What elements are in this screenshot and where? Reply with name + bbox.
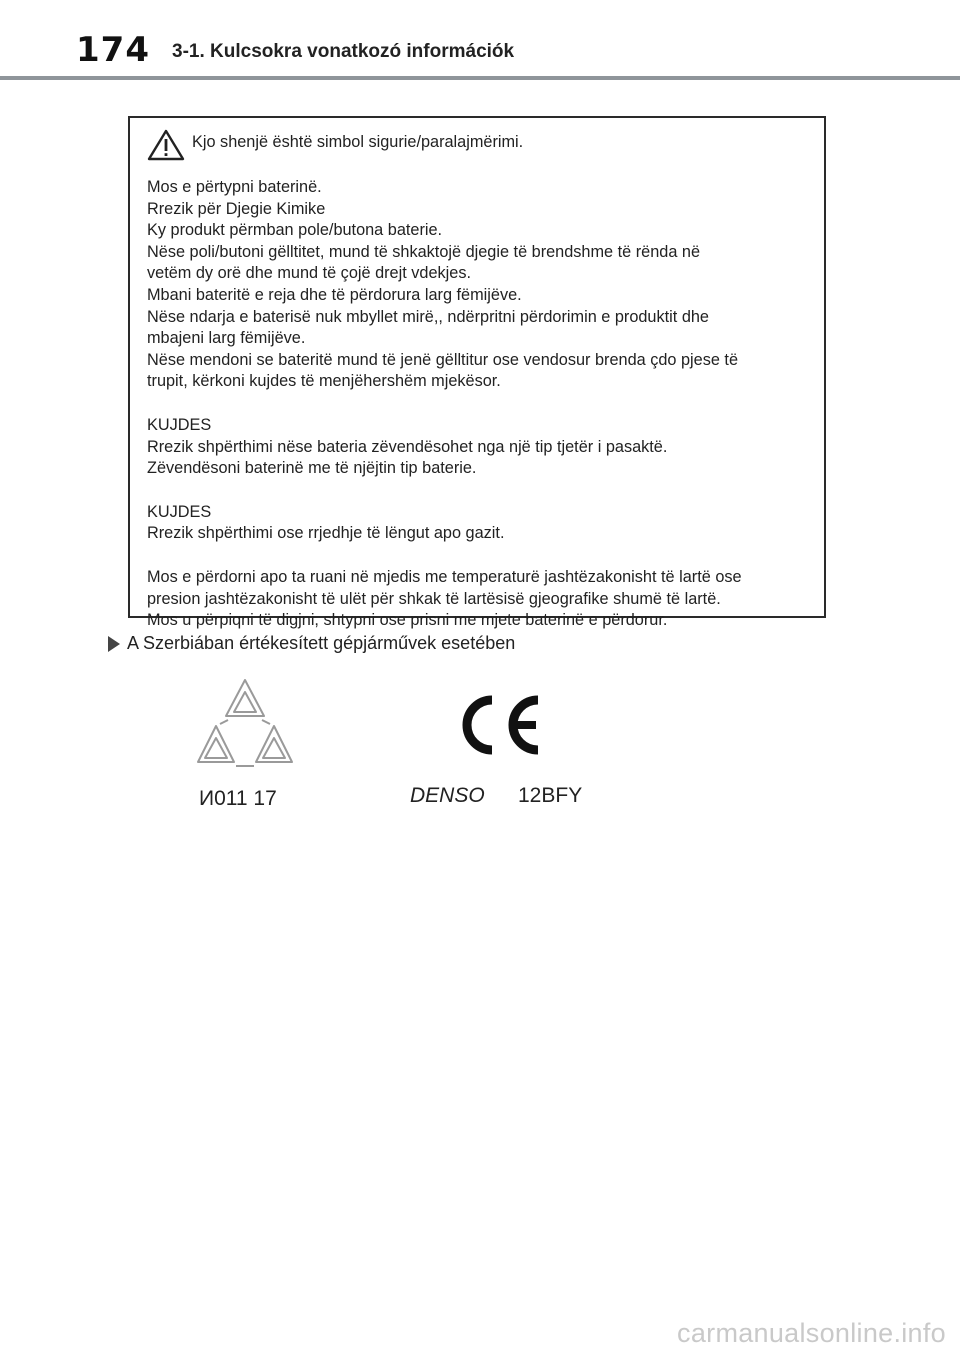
manufacturer-name: DENSO [410,784,485,807]
warning-line: Mos u përpiqni të digjni, shtypni ose prisni me mjete baterinë e përdorur. [147,611,668,630]
serbia-section-label [108,633,515,654]
header-divider [0,76,960,80]
warning-line: Ky produkt përmban pole/butona baterie. [147,221,443,240]
warning-line: Rrezik shpërthimi nëse bateria zëvendësohet nga një tip tjetër i pasaktë. [147,437,668,456]
triangle-bullet-icon [108,636,120,652]
site-watermark: carmanualsonline.info [677,1318,946,1348]
warning-line: Rrezik për Djegie Kimike [147,199,326,218]
triple-triangle-mark-icon [186,676,304,776]
section-title: 3-1. Kulcsokra vonatkozó információk [172,41,515,62]
warning-line: Nëse mendoni se bateritë mund të jenë gëlltitur ose vendosur brenda çdo pjese të [147,350,739,369]
battery-warning-box [128,116,826,630]
warning-triangle-icon [147,129,185,161]
warning-line: Zëvendësoni baterinë me të njëjtin tip baterie. [147,459,477,478]
warning-line: mbajeni larg fëmijëve. [147,329,306,348]
warning-line: trupit, kërkoni kujdes të menjëhershëm mjekësor. [147,372,501,391]
warning-line: Mos e përtypni baterinë. [147,178,322,196]
caution-heading: KUJDES [147,502,212,521]
warning-heading-row [147,128,808,162]
warning-line: Mos e përdorni apo ta ruani në mjedis me temperaturë jashtëzakonisht të lartë ose [147,567,742,586]
serbian-certification-code: И011 17 [199,787,277,810]
page-number: 174 [76,30,150,70]
warning-line: presion jashtëzakonisht të ulët për shkak të lartësisë gjeografike shumë të lartë. [147,589,721,608]
serbia-section-text: A Szerbiában értékesített gépjárművek esetében [127,633,516,653]
warning-line: Nëse poli/butoni gëlltitet, mund të shkaktojë djegie të brendshme të rënda në [147,242,701,261]
warning-line: Nëse ndarja e baterisë nuk mbyllet mirë,, ndërpritni përdorimin e produktit dhe [147,307,709,326]
warning-heading: Kjo shenjë është simbol sigurie/paralajmërimi. [192,133,524,152]
caution-heading: KUJDES [147,415,212,434]
ce-mark-icon [454,694,544,756]
warning-line: Mbani bateritë e reja dhe të përdorura larg fëmijëve. [147,285,522,304]
model-code: 12BFY [518,784,583,807]
warning-line: Rrezik shpërthimi ose rrjedhje të lëngut apo gazit. [147,524,505,543]
warning-line: vetëm dy orë dhe mund të çojë drejt vdekjes. [147,264,471,283]
